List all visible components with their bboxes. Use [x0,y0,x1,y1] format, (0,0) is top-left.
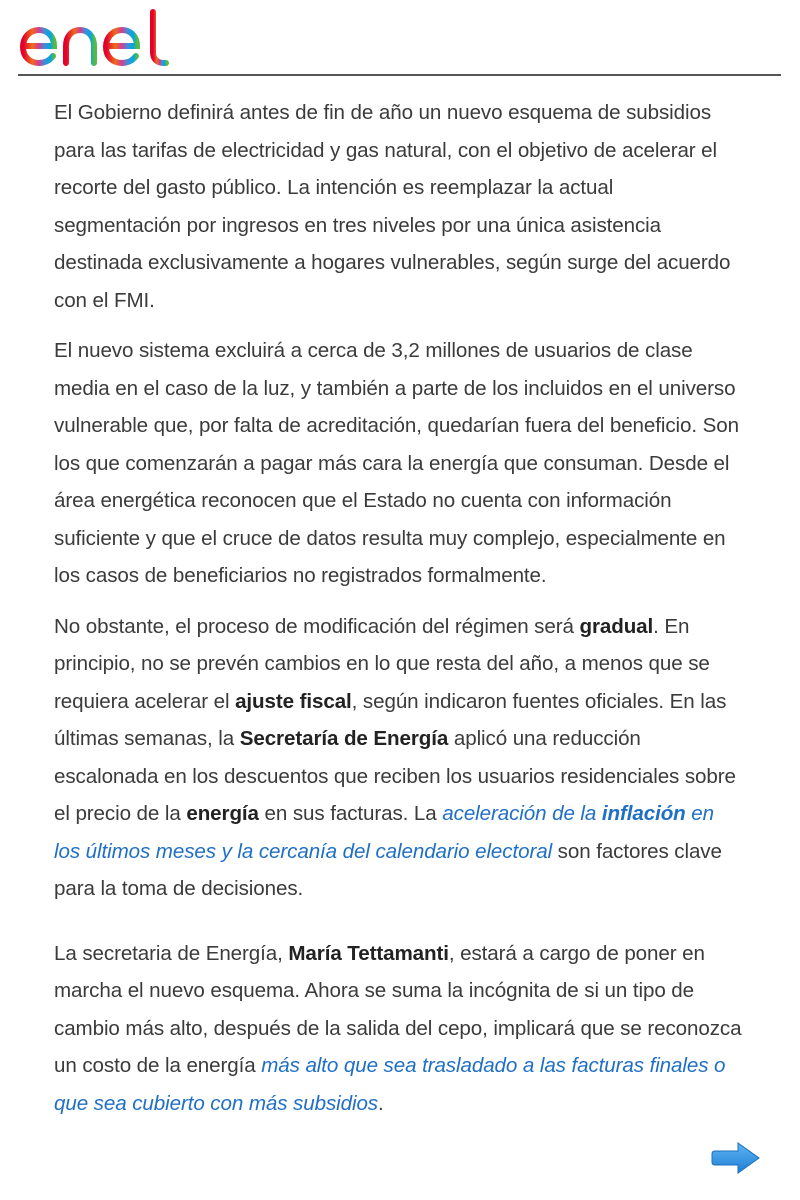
text-span: . En principio, no se prevén cambios en lo que resta del año, a menos que se requiera acelerar el [54,614,710,713]
bold-term-gradual: gradual [579,614,654,638]
bold-term-energia: energía [186,802,259,825]
bold-name-tettamanti: María Tettamanti [288,941,449,965]
text-span: son factores clave para la toma de decisiones. [54,839,722,900]
enel-logo[interactable] [18,6,178,70]
link-text: aceleración de la [442,802,602,825]
enel-logo-mark [18,6,178,70]
text-span: aplicó una reducción escalonada en los descuentos que reciben los usuarios residenciales sobre el precio de la [54,727,736,825]
article-paragraph-1: El Gobierno definirá antes de fin de año un nuevo esquema de subsidios para las tarifas de electricidad y gas natural, con el objetivo de acelerar el recorte del gasto público. La intención es reemplazar la actual segmentación por ingresos en tres niveles por una única asistencia destinada exclusivamente a hogares vulnerables, según surge del acuerdo con el FMI. [54,101,731,312]
arrow-right-icon [711,1140,763,1176]
article-body [54,94,744,1135]
text-span: La secretaria de Energía, [54,941,289,965]
text-span: No obstante, el proceso de modificación del régimen será [54,614,580,638]
next-page-button[interactable] [711,1140,763,1176]
text-span: en sus facturas. La [258,802,443,825]
link-text: en los últimos meses y la cercanía del calendario electoral [54,802,715,863]
link-bold-text: inflación [601,802,686,825]
article-paragraph-4 [54,935,744,1123]
text-span: , según indicaron fuentes oficiales. En las últimas semanas, la [54,689,727,750]
bold-term-ajuste-fiscal: ajuste fiscal [235,689,352,713]
text-span: , estará a cargo de poner en marcha el nuevo esquema. Ahora se suma la incógnita de si un tipo de cambio más alto, después de la salida del cepo, implicará que se reconozca un costo de la energía [54,941,742,1077]
text-span: . [378,1091,384,1115]
energy-cost-link[interactable]: más alto que sea trasladado a las facturas finales o que sea cubierto con más subsidios [54,1054,726,1115]
article-paragraph-3 [54,608,744,908]
article-paragraph-2: El nuevo sistema excluirá a cerca de 3,2 millones de usuarios de clase media en el caso de la luz, y también a parte de los incluidos en el universo vulnerable que, por falta de acreditación, quedarían fuera del beneficio. Son los que comenzarán a pagar más cara la energía que consuman. Desde el área energética reconocen que el Estado no cuenta con información suficiente y que el cruce de datos resulta muy complejo, especialmente en los casos de beneficiarios no registrados formalmente. [54,339,739,587]
page-header [18,0,781,76]
bold-term-secretaria: Secretaría de Energía [239,727,449,750]
